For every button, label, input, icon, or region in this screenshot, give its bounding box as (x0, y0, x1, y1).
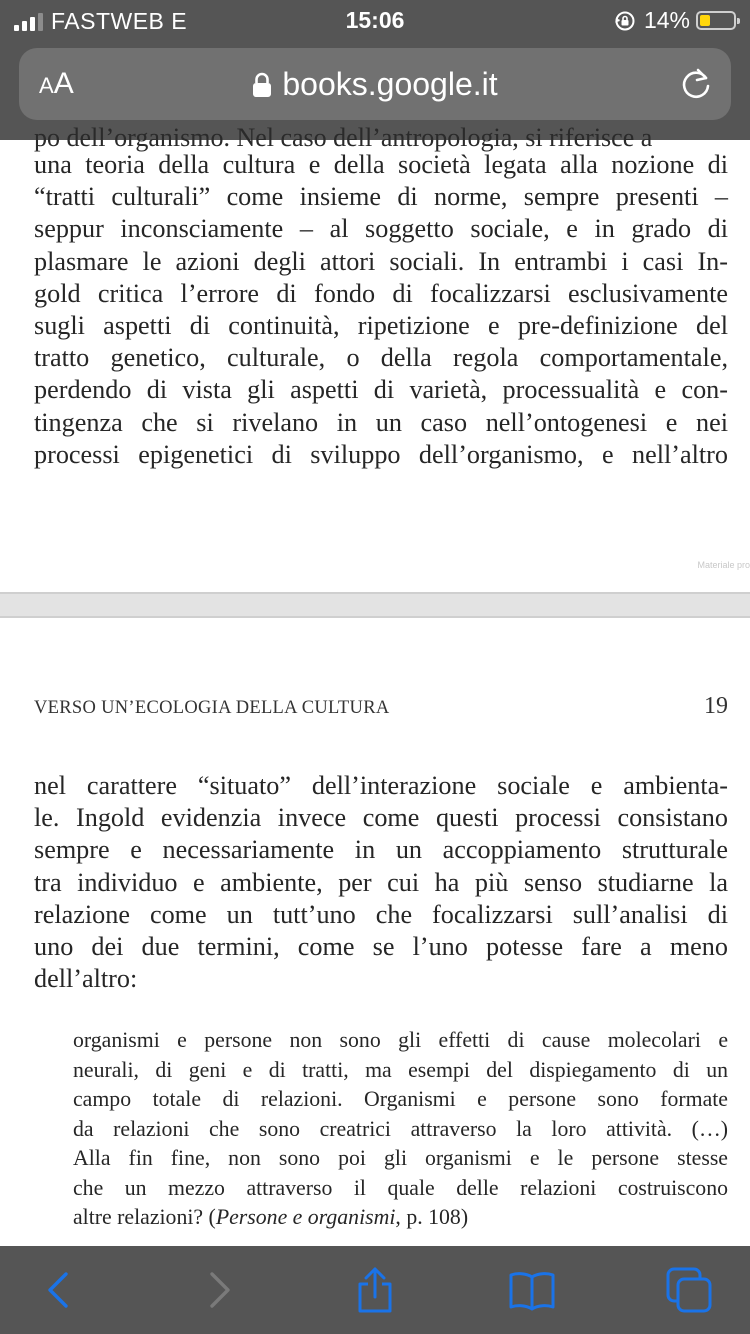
page-text-block (34, 149, 728, 471)
tabs-button[interactable] (665, 1266, 713, 1314)
text-line: campo totale di relazioni. Organismi e persone sono formate (73, 1087, 728, 1111)
text-size-small-a: A (39, 73, 54, 98)
battery-level-fill (700, 15, 710, 26)
text-line: da relazioni che sono creatrici attraverso la loro attività. (…) (73, 1116, 728, 1141)
text-line: “tratti culturali” come insieme di norme, sempre presenti – (34, 182, 728, 212)
text-line: nel carattere “situato” dell’interazione sociale e ambienta- (34, 771, 728, 800)
text-line: una teoria della cultura e della società legata alla nozione di (34, 150, 728, 179)
page-number: 19 (704, 693, 728, 719)
forward-button[interactable] (194, 1266, 242, 1314)
text-line: sugli aspetti di continuità, ripetizione e pre-definizione del (34, 311, 728, 341)
text-line: neurali, di geni e di tratti, ma esempi del dispiegamento di un (73, 1057, 728, 1082)
text-line: tra individuo e ambiente, per cui ha più senso studiarne la (34, 867, 728, 897)
padlock-icon (252, 72, 272, 98)
back-icon (36, 1266, 84, 1314)
watermark: Materiale pro (697, 560, 750, 570)
page-divider (0, 592, 750, 618)
quote-citation-line (73, 1203, 728, 1233)
text-line: uno dei due termini, come se l’uno potesse fare a meno (34, 932, 728, 962)
text-line: organismi e persone non sono gli effetti di cause molecolari e (73, 1028, 728, 1052)
back-button[interactable] (36, 1266, 84, 1314)
tabs-icon (665, 1266, 713, 1314)
share-icon (351, 1266, 399, 1314)
status-right (614, 7, 736, 34)
text-line: sempre e necessariamente in un accoppiamento strutturale (34, 835, 728, 865)
clock: 15:06 (345, 7, 405, 33)
text-line: perdendo di vista gli aspetti di varietà, processualità e con- (34, 375, 728, 405)
text-line: dell’altro: (34, 964, 138, 994)
bookmarks-button[interactable] (508, 1266, 556, 1314)
text-line: plasmare le azioni degli attori sociali. In entrambi i casi In- (34, 246, 728, 276)
book-page-previous (0, 123, 750, 592)
text-line: relazione come un tutt’uno che focalizzarsi sull’analisi di (34, 899, 728, 929)
text-line: gold critica l’errore di fondo di focalizzarsi esclusivamente (34, 278, 728, 308)
battery-icon (696, 11, 736, 30)
running-head: VERSO UN’ECOLOGIA DELLA CULTURA (34, 698, 390, 718)
citation-prefix: altre relazioni? ( (73, 1205, 216, 1229)
book-page-19 (0, 618, 750, 1246)
text-line: che un mezzo attraverso il quale delle relazioni costruiscono (73, 1175, 728, 1200)
orientation-lock-icon (614, 10, 636, 32)
text-line: seppur inconsciamente – al soggetto sociale, e in grado di (34, 214, 728, 244)
bookmarks-icon (508, 1266, 556, 1314)
status-bar (0, 0, 750, 40)
reload-icon[interactable] (679, 66, 713, 102)
text-line: processi epigenetici di sviluppo dell’organismo, e nell’altro (34, 439, 728, 469)
carrier-name: FASTWEB E (51, 8, 188, 34)
block-quote (73, 1026, 728, 1233)
battery-percentage: 14% (643, 7, 690, 33)
citation-suffix: , p. 108) (395, 1205, 469, 1229)
url-display[interactable] (19, 66, 731, 102)
text-size-large-a: A (53, 67, 74, 100)
battery-nub (737, 18, 740, 24)
clipped-text-line: po dell’organismo. Nel caso dell’antropologia, si riferisce a (34, 123, 653, 152)
text-line: Alla fin fine, non sono poi gli organismi e le persone stesse (73, 1146, 728, 1170)
page-text-block (34, 770, 728, 995)
address-bar[interactable] (19, 48, 731, 120)
text-line: le. Ingold evidenzia invece come questi processi consistano (34, 803, 728, 833)
text-line: tratto genetico, culturale, o della regola comportamentale, (34, 343, 728, 373)
citation-title: Persone e organismi (215, 1205, 396, 1229)
browser-toolbar (0, 1246, 750, 1334)
text-line: tingenza che si rivelano in un caso nell’ontogenesi e nei (34, 407, 728, 437)
url-text: books.google.it (282, 66, 498, 102)
share-button[interactable] (351, 1266, 399, 1314)
forward-icon (194, 1266, 242, 1314)
